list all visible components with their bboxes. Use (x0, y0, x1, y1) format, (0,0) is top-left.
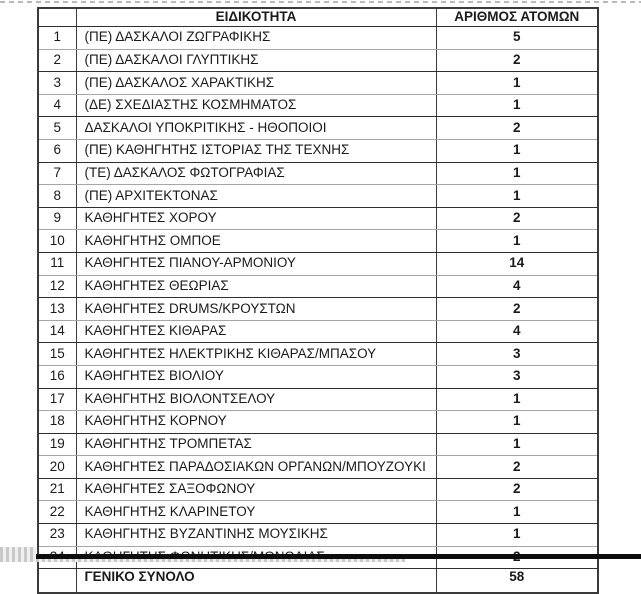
row-count-cell: 1 (436, 388, 598, 411)
total-row (38, 569, 598, 594)
table-row (38, 478, 598, 501)
specialties-table (37, 7, 599, 594)
row-specialty-cell: ΚΑΘΗΓΗΤΕΣ ΣΑΞΟΦΩΝΟΥ (76, 478, 436, 501)
row-index-cell: 15 (38, 343, 76, 366)
row-count-cell: 4 (436, 275, 598, 298)
row-specialty-cell: ΚΑΘΗΓΗΤΕΣ ΠΙΑΝΟΥ-ΑΡΜΟΝΙΟΥ (76, 252, 436, 275)
table-row (38, 72, 598, 95)
row-count-cell: 2 (436, 456, 598, 479)
row-count-cell: 1 (436, 524, 598, 547)
header-specialty-cell: ΕΙΔΙΚΟΤΗΤΑ (76, 8, 436, 27)
table-row (38, 524, 598, 547)
row-count-cell: 5 (436, 27, 598, 50)
table-row (38, 365, 598, 388)
row-index-cell: 12 (38, 275, 76, 298)
total-label-cell: ΓΕΝΙΚΟ ΣΥΝΟΛΟ (76, 569, 436, 594)
row-specialty-cell: ΚΑΘΗΓΗΤΕΣ ΗΛΕΚΤΡΙΚΗΣ ΚΙΘΑΡΑΣ/ΜΠΑΣΟΥ (76, 343, 436, 366)
row-count-cell: 1 (436, 411, 598, 434)
row-specialty-cell: ΚΑΘΗΓΗΤΕΣ ΧΟΡΟΥ (76, 207, 436, 230)
row-count-cell: 1 (436, 185, 598, 208)
row-count-cell: 2 (436, 298, 598, 321)
row-index-cell: 2 (38, 49, 76, 72)
row-index-cell: 9 (38, 207, 76, 230)
table-row (38, 411, 598, 434)
table-row (38, 320, 598, 343)
table-row (38, 27, 598, 50)
row-index-cell: 10 (38, 230, 76, 253)
table-row (38, 207, 598, 230)
row-count-cell: 4 (436, 320, 598, 343)
row-count-cell: 1 (436, 94, 598, 117)
row-specialty-cell: (ΠΕ) ΑΡΧΙΤΕΚΤΟΝΑΣ (76, 185, 436, 208)
row-index-cell: 6 (38, 139, 76, 162)
table-header-row (38, 8, 598, 27)
table-row (38, 388, 598, 411)
row-count-cell: 1 (436, 230, 598, 253)
table-row (38, 343, 598, 366)
table-row (38, 139, 598, 162)
total-count-cell: 58 (436, 569, 598, 594)
row-count-cell: 2 (436, 117, 598, 140)
table-row (38, 185, 598, 208)
row-specialty-cell: ΚΑΘΗΓΗΤΗΣ ΒΙΟΛΟΝΤΣΕΛΟΥ (76, 388, 436, 411)
row-specialty-cell: (ΠΕ) ΔΑΣΚΑΛΟΙ ΓΛΥΠΤΙΚΗΣ (76, 49, 436, 72)
row-index-cell: 16 (38, 365, 76, 388)
table-row (38, 94, 598, 117)
row-count-cell: 3 (436, 365, 598, 388)
row-count-cell: 2 (436, 207, 598, 230)
row-specialty-cell: (ΠΕ) ΚΑΘΗΓΗΤΗΣ ΙΣΤΟΡΙΑΣ ΤΗΣ ΤΕΧΝΗΣ (76, 139, 436, 162)
row-index-cell: 17 (38, 388, 76, 411)
row-specialty-cell: ΚΑΘΗΓΗΤΕΣ ΠΑΡΑΔΟΣΙΑΚΩΝ ΟΡΓΑΝΩΝ/ΜΠΟΥΖΟΥΚΙ (76, 456, 436, 479)
table-row (38, 252, 598, 275)
row-index-cell: 13 (38, 298, 76, 321)
table-row (38, 456, 598, 479)
row-index-cell: 3 (38, 72, 76, 95)
row-index-cell: 18 (38, 411, 76, 434)
table-row (38, 501, 598, 524)
row-count-cell: 2 (436, 478, 598, 501)
row-specialty-cell: ΚΑΘΗΓΗΤΗΣ ΤΡΟΜΠΕΤΑΣ (76, 433, 436, 456)
row-index-cell: 20 (38, 456, 76, 479)
row-count-cell: 1 (436, 162, 598, 185)
table-row (38, 275, 598, 298)
row-index-cell: 7 (38, 162, 76, 185)
row-count-cell: 1 (436, 72, 598, 95)
row-specialty-cell: ΚΑΘΗΓΗΤΗΣ ΟΜΠΟΕ (76, 230, 436, 253)
row-specialty-cell: ΚΑΘΗΓΗΤΗΣ ΚΛΑΡΙΝΕΤΟΥ (76, 501, 436, 524)
row-specialty-cell: (ΠΕ) ΔΑΣΚΑΛΟΙ ΖΩΓΡΑΦΙΚΗΣ (76, 27, 436, 50)
row-count-cell: 3 (436, 343, 598, 366)
table-row (38, 117, 598, 140)
row-specialty-cell: ΚΑΘΗΓΗΤΕΣ ΚΙΘΑΡΑΣ (76, 320, 436, 343)
row-count-cell: 2 (436, 49, 598, 72)
row-index-cell: 22 (38, 501, 76, 524)
header-count-cell: ΑΡΙΘΜΟΣ ΑΤΟΜΩΝ (436, 8, 598, 27)
row-specialty-cell: (ΤΕ) ΔΑΣΚΑΛΟΣ ΦΩΤΟΓΡΑΦΙΑΣ (76, 162, 436, 185)
row-specialty-cell: (ΔΕ) ΣΧΕΔΙΑΣΤΗΣ ΚΟΣΜΗΜΑΤΟΣ (76, 94, 436, 117)
table-row (38, 433, 598, 456)
row-index-cell: 11 (38, 252, 76, 275)
row-index-cell: 14 (38, 320, 76, 343)
table-row (38, 298, 598, 321)
row-index-cell: 5 (38, 117, 76, 140)
row-count-cell: 1 (436, 139, 598, 162)
row-specialty-cell: ΚΑΘΗΓΗΤΕΣ ΒΙΟΛΙΟΥ (76, 365, 436, 388)
table-row (38, 230, 598, 253)
page-top-dashed-divider (0, 1, 641, 3)
row-count-cell: 1 (436, 501, 598, 524)
row-specialty-cell: ΔΑΣΚΑΛΟΙ ΥΠΟΚΡΙΤΙΚΗΣ - ΗΘΟΠΟΙΟΙ (76, 117, 436, 140)
row-count-cell: 14 (436, 252, 598, 275)
row-index-cell: 8 (38, 185, 76, 208)
row-specialty-cell: (ΠΕ) ΔΑΣΚΑΛΟΣ ΧΑΡΑΚΤΙΚΗΣ (76, 72, 436, 95)
table-row (38, 49, 598, 72)
row-specialty-cell: ΚΑΘΗΓΗΤΗΣ ΒΥΖΑΝΤΙΝΗΣ ΜΟΥΣΙΚΗΣ (76, 524, 436, 547)
row-index-cell: 19 (38, 433, 76, 456)
row-index-cell: 23 (38, 524, 76, 547)
row-specialty-cell: ΚΑΘΗΓΗΤΕΣ ΘΕΩΡΙΑΣ (76, 275, 436, 298)
row-index-cell: 4 (38, 94, 76, 117)
total-index-cell (38, 569, 76, 594)
header-index-cell (38, 8, 76, 27)
row-index-cell: 1 (38, 27, 76, 50)
row-index-cell: 21 (38, 478, 76, 501)
table-row (38, 162, 598, 185)
row-count-cell: 1 (436, 433, 598, 456)
row-specialty-cell: ΚΑΘΗΓΗΤΕΣ DRUMS/ΚΡΟΥΣΤΩΝ (76, 298, 436, 321)
row-specialty-cell: ΚΑΘΗΓΗΤΗΣ ΚΟΡΝΟΥ (76, 411, 436, 434)
